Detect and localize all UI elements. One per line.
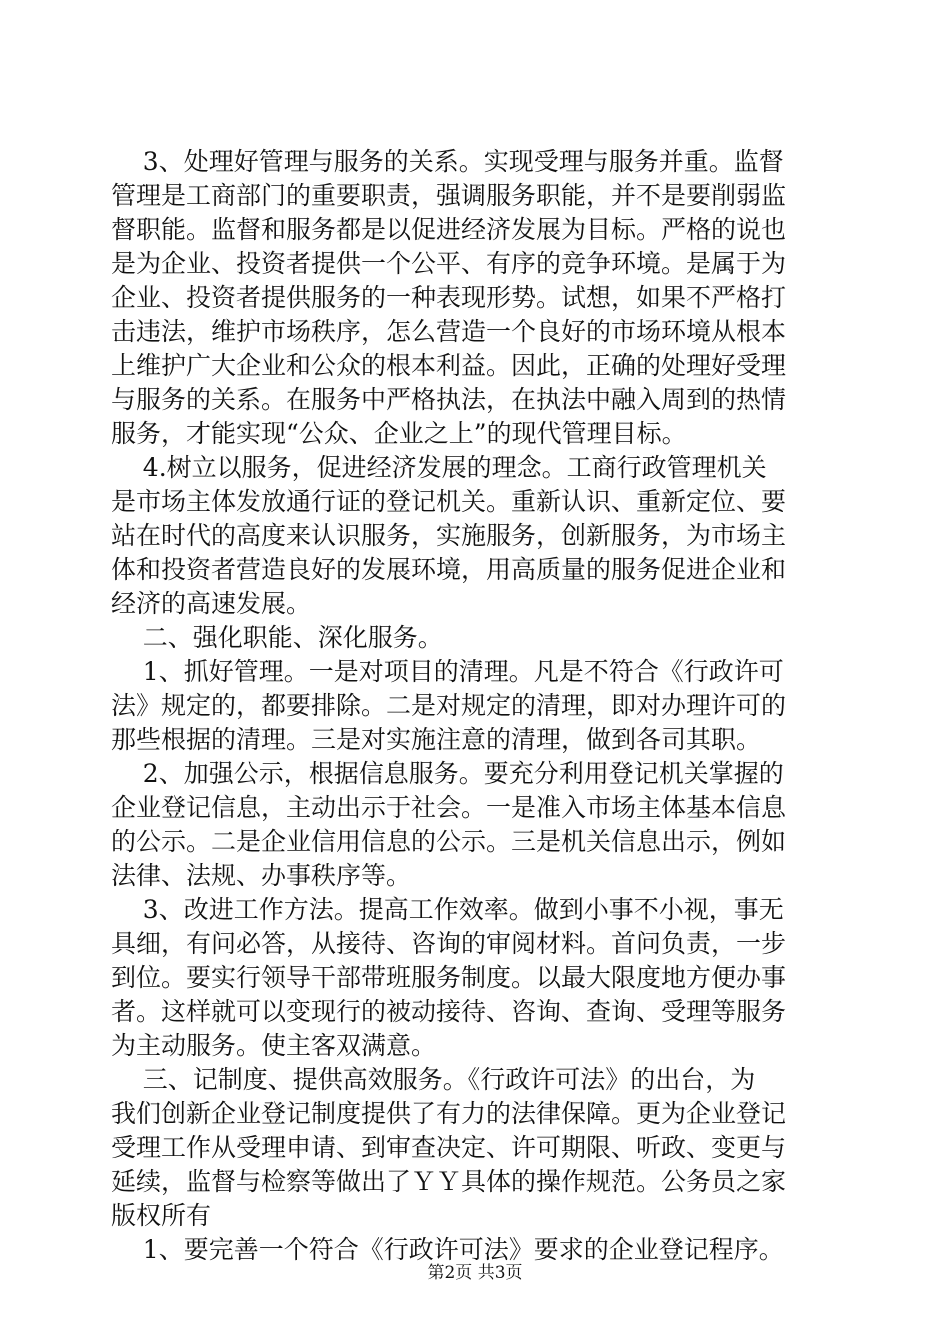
body-line: 体和投资者营造良好的发展环境，用高质量的服务促进企业和 xyxy=(111,555,787,584)
document-body xyxy=(111,145,839,1267)
body-line: 上维护广大企业和公众的根本利益。因此，正确的处理好受理 xyxy=(111,351,787,380)
body-line: 服务，才能实现“公众、企业之上”的现代管理目标。 xyxy=(111,419,687,448)
body-line: 我们创新企业登记制度提供了有力的法律保障。更为企业登记 xyxy=(111,1099,787,1128)
body-line: 是为企业、投资者提供一个公平、有序的竞争环境。是属于为 xyxy=(111,249,787,278)
body-line: 者。这样就可以变现行的被动接待、咨询、查询、受理等服务 xyxy=(111,997,787,1026)
body-line: 是市场主体发放通行证的登记机关。重新认识、重新定位、要 xyxy=(111,487,787,516)
body-line: 企业登记信息，主动出示于社会。一是准入市场主体基本信息 xyxy=(111,793,787,822)
body-line: 具细，有问必答，从接待、咨询的审阅材料。首问负责，一步 xyxy=(111,929,787,958)
body-line: 1、抓好管理。一是对项目的清理。凡是不符合《行政许可 xyxy=(111,657,784,686)
body-line: 3、改进工作方法。提高工作效率。做到小事不小视，事无 xyxy=(111,895,784,924)
body-line: 为主动服务。使主客双满意。 xyxy=(111,1031,437,1060)
body-line: 督职能。监督和服务都是以促进经济发展为目标。严格的说也 xyxy=(111,215,787,244)
body-line: 管理是工商部门的重要职责，强调服务职能，并不是要削弱监 xyxy=(111,181,787,210)
body-line: 延续，监督与检察等做出了ＹＹ具体的操作规范。公务员之家 xyxy=(111,1167,787,1196)
body-line: 经济的高速发展。 xyxy=(111,589,312,618)
page-footer: 第2页 共3页 xyxy=(427,1263,523,1283)
body-line: 4.树立以服务，促进经济发展的理念。工商行政管理机关 xyxy=(111,453,767,482)
body-line: 版权所有 xyxy=(111,1201,212,1230)
body-line: 2、加强公示，根据信息服务。要充分利用登记机关掌握的 xyxy=(111,759,784,788)
body-line: 受理工作从受理申请、到审查决定、许可期限、听政、变更与 xyxy=(111,1133,787,1162)
body-line: 法》规定的，都要排除。二是对规定的清理，即对办理许可的 xyxy=(111,691,787,720)
body-line: 到位。要实行领导干部带班服务制度。以最大限度地方便办事 xyxy=(111,963,787,992)
body-line: 击违法，维护市场秩序，怎么营造一个良好的市场环境从根本 xyxy=(111,317,787,346)
body-line: 的公示。二是企业信用信息的公示。三是机关信息出示，例如 xyxy=(111,827,787,856)
body-line: 3、处理好管理与服务的关系。实现受理与服务并重。监督 xyxy=(111,147,784,176)
body-line: 法律、法规、办事秩序等。 xyxy=(111,861,412,890)
body-line: 站在时代的高度来认识服务，实施服务，创新服务，为市场主 xyxy=(111,521,787,550)
body-line: 与服务的关系。在服务中严格执法，在执法中融入周到的热情 xyxy=(111,385,787,414)
body-line: 企业、投资者提供服务的一种表现形势。试想，如果不严格打 xyxy=(111,283,787,312)
body-line: 二、强化职能、深化服务。 xyxy=(111,623,443,652)
body-line: 三、记制度、提供高效服务。《行政许可法》的出台，为 xyxy=(111,1065,756,1094)
body-line: 1、要完善一个符合《行政许可法》要求的企业登记程序。 xyxy=(111,1235,784,1264)
body-line: 那些根据的清理。三是对实施注意的清理，做到各司其职。 xyxy=(111,725,762,754)
